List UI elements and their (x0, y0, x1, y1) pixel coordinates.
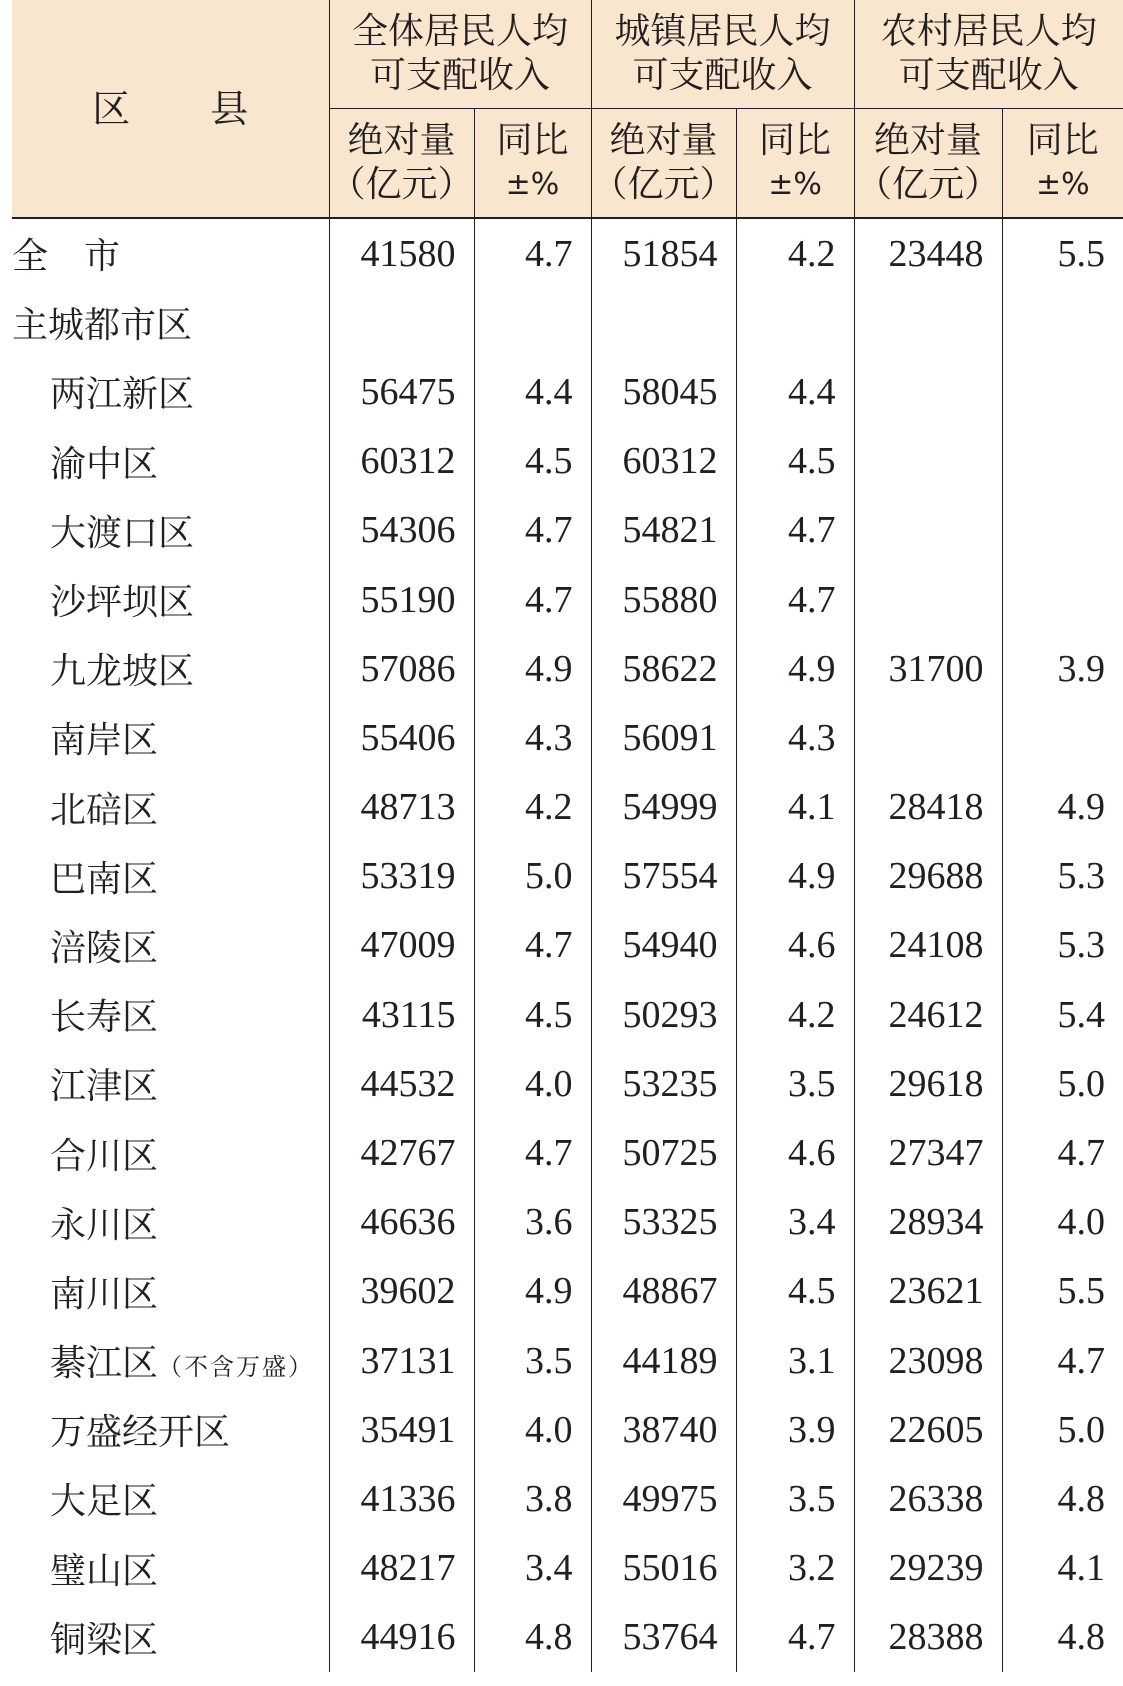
all-yoy-cell: 3.4 (474, 1534, 591, 1603)
all-residents-header (329, 0, 591, 109)
urban-abs-cell: 54940 (591, 911, 736, 980)
district-name-cell (12, 1603, 329, 1672)
urban-abs-cell: 44189 (591, 1326, 736, 1395)
rural-residents-header-line1: 农村居民人均 (880, 11, 1097, 52)
income-table (12, 0, 1123, 1672)
urban-abs-header (591, 109, 736, 219)
unit-label: （亿元） (329, 164, 474, 205)
district-name-cell (12, 1326, 329, 1395)
urban-yoy-header (736, 109, 854, 219)
urban-yoy-cell: 4.2 (736, 218, 854, 288)
table-row (12, 634, 1123, 703)
district-name-cell (12, 357, 329, 426)
table-row (12, 1464, 1123, 1533)
district-name: 涪陵区 (50, 927, 159, 969)
all-abs-cell: 41336 (329, 1464, 474, 1533)
rural-yoy-cell: 3.9 (1002, 634, 1123, 703)
all-abs-cell: 56475 (329, 357, 474, 426)
all-yoy-cell: 4.0 (474, 1395, 591, 1464)
table-row (12, 1118, 1123, 1187)
rural-yoy-cell (1002, 427, 1123, 496)
all-yoy-cell: 4.7 (474, 1118, 591, 1187)
district-name: 万盛经开区 (50, 1412, 231, 1454)
table-row (12, 1326, 1123, 1395)
rural-yoy-cell: 5.5 (1002, 218, 1123, 288)
district-name: 南岸区 (50, 720, 159, 762)
rural-residents-header-line2: 可支配收入 (898, 55, 1079, 96)
district-name-cell (12, 496, 329, 565)
table-row (12, 288, 1123, 357)
district-name-cell (12, 911, 329, 980)
urban-yoy-cell: 4.9 (736, 634, 854, 703)
table-row (12, 218, 1123, 288)
rural-abs-cell: 27347 (854, 1118, 1002, 1187)
all-yoy-cell: 4.5 (474, 427, 591, 496)
rural-abs-cell (854, 496, 1002, 565)
urban-abs-cell: 53235 (591, 1049, 736, 1118)
rural-abs-cell: 23448 (854, 218, 1002, 288)
all-yoy-cell: 4.7 (474, 218, 591, 288)
district-name: 巴南区 (50, 858, 159, 900)
rural-yoy-cell: 5.4 (1002, 980, 1123, 1049)
urban-yoy-cell: 3.4 (736, 1188, 854, 1257)
rural-abs-cell: 28388 (854, 1603, 1002, 1672)
unit-label: （亿元） (856, 164, 1001, 205)
all-abs-cell: 54306 (329, 496, 474, 565)
rural-yoy-cell: 5.3 (1002, 911, 1123, 980)
rural-abs-cell: 28418 (854, 773, 1002, 842)
urban-yoy-cell: 4.2 (736, 980, 854, 1049)
rural-yoy-cell: 5.5 (1002, 1257, 1123, 1326)
table-row (12, 773, 1123, 842)
all-yoy-cell: 3.8 (474, 1464, 591, 1533)
table-row (12, 1395, 1123, 1464)
urban-yoy-cell: 4.1 (736, 773, 854, 842)
rural-yoy-cell: 5.0 (1002, 1395, 1123, 1464)
district-name: 沙坪坝区 (50, 582, 195, 624)
district-name: 永川区 (50, 1204, 159, 1246)
urban-yoy-cell: 3.1 (736, 1326, 854, 1395)
rural-residents-header (854, 0, 1123, 109)
all-abs-cell: 39602 (329, 1257, 474, 1326)
rural-yoy-cell (1002, 703, 1123, 772)
district-name: 大足区 (50, 1481, 159, 1523)
yoy-unit-label: ±% (1035, 167, 1090, 202)
urban-residents-header-line1: 城镇居民人均 (614, 11, 831, 52)
all-abs-cell: 55190 (329, 565, 474, 634)
rural-yoy-cell: 4.1 (1002, 1534, 1123, 1603)
district-name-cell (12, 703, 329, 772)
all-yoy-cell: 4.4 (474, 357, 591, 426)
all-yoy-cell: 4.2 (474, 773, 591, 842)
district-name-cell (12, 565, 329, 634)
district-name-cell (12, 1534, 329, 1603)
district-name-cell (12, 218, 329, 288)
urban-abs-cell: 49975 (591, 1464, 736, 1533)
rural-abs-cell: 24612 (854, 980, 1002, 1049)
rural-abs-cell: 26338 (854, 1464, 1002, 1533)
all-yoy-cell: 4.7 (474, 911, 591, 980)
district-header: 区 县 (12, 0, 329, 218)
urban-yoy-cell: 4.7 (736, 565, 854, 634)
urban-abs-cell: 58045 (591, 357, 736, 426)
all-residents-header-line1: 全体居民人均 (352, 11, 569, 52)
all-abs-cell: 57086 (329, 634, 474, 703)
district-name: 南川区 (50, 1273, 159, 1315)
urban-yoy-cell: 4.7 (736, 1603, 854, 1672)
rural-abs-cell (854, 357, 1002, 426)
yoy-unit-label: ±% (505, 167, 560, 202)
district-name-cell (12, 1188, 329, 1257)
table-row (12, 1188, 1123, 1257)
urban-abs-cell: 53325 (591, 1188, 736, 1257)
all-abs-cell: 44916 (329, 1603, 474, 1672)
all-yoy-cell: 4.0 (474, 1049, 591, 1118)
all-yoy-cell: 4.9 (474, 634, 591, 703)
urban-yoy-cell: 4.6 (736, 1118, 854, 1187)
table-header (12, 0, 1123, 218)
urban-abs-cell: 38740 (591, 1395, 736, 1464)
yoy-label: 同比 (1026, 120, 1099, 161)
table-row (12, 427, 1123, 496)
district-name-cell (12, 1464, 329, 1533)
district-name: 主城都市区 (12, 305, 193, 347)
table-row (12, 1603, 1123, 1672)
all-abs-cell: 42767 (329, 1118, 474, 1187)
urban-abs-cell: 54999 (591, 773, 736, 842)
district-name-cell (12, 1118, 329, 1187)
table-row (12, 842, 1123, 911)
urban-yoy-cell: 4.4 (736, 357, 854, 426)
urban-yoy-cell: 3.5 (736, 1049, 854, 1118)
urban-abs-cell: 57554 (591, 842, 736, 911)
rural-abs-cell: 29688 (854, 842, 1002, 911)
urban-yoy-cell: 4.5 (736, 427, 854, 496)
all-abs-cell: 41580 (329, 218, 474, 288)
table-row (12, 911, 1123, 980)
rural-abs-cell (854, 288, 1002, 357)
urban-abs-cell: 58622 (591, 634, 736, 703)
all-abs-cell: 47009 (329, 911, 474, 980)
urban-abs-cell: 51854 (591, 218, 736, 288)
urban-residents-header-line2: 可支配收入 (632, 55, 813, 96)
urban-abs-cell: 56091 (591, 703, 736, 772)
all-abs-cell: 55406 (329, 703, 474, 772)
table-row (12, 703, 1123, 772)
district-name-cell (12, 842, 329, 911)
rural-yoy-cell: 5.3 (1002, 842, 1123, 911)
district-name: 铜梁区 (50, 1619, 159, 1661)
district-name: 北碚区 (50, 789, 159, 831)
urban-yoy-cell: 4.9 (736, 842, 854, 911)
abs-label: 绝对量 (874, 120, 983, 161)
all-yoy-cell: 5.0 (474, 842, 591, 911)
rural-abs-cell (854, 427, 1002, 496)
rural-abs-cell (854, 565, 1002, 634)
all-yoy-cell: 4.7 (474, 496, 591, 565)
all-abs-cell: 48217 (329, 1534, 474, 1603)
all-abs-header (329, 109, 474, 219)
all-yoy-cell: 3.6 (474, 1188, 591, 1257)
district-name: 两江新区 (50, 374, 195, 416)
all-abs-cell: 37131 (329, 1326, 474, 1395)
rural-abs-cell: 23098 (854, 1326, 1002, 1395)
all-abs-cell (329, 288, 474, 357)
district-name: 璧山区 (50, 1550, 159, 1592)
all-yoy-cell: 4.9 (474, 1257, 591, 1326)
all-yoy-cell (474, 288, 591, 357)
urban-abs-cell: 55880 (591, 565, 736, 634)
all-yoy-cell: 4.3 (474, 703, 591, 772)
table-body (12, 218, 1123, 1672)
urban-yoy-cell: 4.3 (736, 703, 854, 772)
urban-yoy-cell: 3.5 (736, 1464, 854, 1533)
district-name: 合川区 (50, 1135, 159, 1177)
urban-abs-cell: 48867 (591, 1257, 736, 1326)
all-abs-cell: 60312 (329, 427, 474, 496)
rural-yoy-header (1002, 109, 1123, 219)
all-yoy-cell: 4.8 (474, 1603, 591, 1672)
all-yoy-cell: 4.7 (474, 565, 591, 634)
district-name: 江津区 (50, 1066, 159, 1108)
district-name-cell (12, 773, 329, 842)
urban-abs-cell: 60312 (591, 427, 736, 496)
table-row (12, 357, 1123, 426)
urban-abs-cell: 54821 (591, 496, 736, 565)
all-yoy-cell: 3.5 (474, 1326, 591, 1395)
rural-abs-cell: 24108 (854, 911, 1002, 980)
rural-abs-cell (854, 703, 1002, 772)
district-name-cell (12, 1257, 329, 1326)
all-residents-header-line2: 可支配收入 (370, 55, 551, 96)
abs-label: 绝对量 (609, 120, 718, 161)
rural-yoy-cell: 4.0 (1002, 1188, 1123, 1257)
urban-abs-cell: 50293 (591, 980, 736, 1049)
rural-yoy-cell (1002, 357, 1123, 426)
urban-abs-cell (591, 288, 736, 357)
district-name-cell (12, 1049, 329, 1118)
table-row (12, 980, 1123, 1049)
rural-abs-cell: 29239 (854, 1534, 1002, 1603)
rural-yoy-cell: 4.8 (1002, 1603, 1123, 1672)
district-name: 全 市 (12, 236, 121, 278)
all-abs-cell: 46636 (329, 1188, 474, 1257)
district-note: （不含万盛） (158, 1353, 315, 1382)
rural-abs-cell: 28934 (854, 1188, 1002, 1257)
urban-abs-cell: 50725 (591, 1118, 736, 1187)
district-name: 大渡口区 (50, 512, 195, 554)
rural-abs-cell: 31700 (854, 634, 1002, 703)
table-row (12, 1257, 1123, 1326)
urban-yoy-cell (736, 288, 854, 357)
urban-yoy-cell: 4.6 (736, 911, 854, 980)
rural-yoy-cell: 5.0 (1002, 1049, 1123, 1118)
rural-yoy-cell (1002, 288, 1123, 357)
all-yoy-cell: 4.5 (474, 980, 591, 1049)
district-name-cell (12, 288, 329, 357)
unit-label: （亿元） (591, 164, 736, 205)
rural-yoy-cell: 4.8 (1002, 1464, 1123, 1533)
table-row (12, 1534, 1123, 1603)
district-name: 綦江区 (50, 1343, 159, 1385)
urban-yoy-cell: 4.5 (736, 1257, 854, 1326)
yoy-label: 同比 (759, 120, 832, 161)
district-name-cell (12, 1395, 329, 1464)
district-name-cell (12, 634, 329, 703)
urban-residents-header (591, 0, 854, 109)
abs-label: 绝对量 (347, 120, 456, 161)
table-row (12, 496, 1123, 565)
table-row (12, 1049, 1123, 1118)
rural-yoy-cell: 4.7 (1002, 1118, 1123, 1187)
rural-abs-cell: 29618 (854, 1049, 1002, 1118)
rural-abs-cell: 22605 (854, 1395, 1002, 1464)
district-name: 长寿区 (50, 997, 159, 1039)
yoy-label: 同比 (496, 120, 569, 161)
district-name-cell (12, 427, 329, 496)
urban-yoy-cell: 3.9 (736, 1395, 854, 1464)
district-name-cell (12, 980, 329, 1049)
rural-yoy-cell (1002, 496, 1123, 565)
all-abs-cell: 35491 (329, 1395, 474, 1464)
urban-abs-cell: 55016 (591, 1534, 736, 1603)
urban-abs-cell: 53764 (591, 1603, 736, 1672)
district-name: 九龙坡区 (50, 651, 195, 693)
all-abs-cell: 44532 (329, 1049, 474, 1118)
rural-yoy-cell (1002, 565, 1123, 634)
all-abs-cell: 48713 (329, 773, 474, 842)
urban-yoy-cell: 4.7 (736, 496, 854, 565)
rural-yoy-cell: 4.7 (1002, 1326, 1123, 1395)
rural-abs-header (854, 109, 1002, 219)
district-name: 渝中区 (50, 443, 159, 485)
all-abs-cell: 43115 (329, 980, 474, 1049)
rural-yoy-cell: 4.9 (1002, 773, 1123, 842)
all-abs-cell: 53319 (329, 842, 474, 911)
all-yoy-header (474, 109, 591, 219)
rural-abs-cell: 23621 (854, 1257, 1002, 1326)
table-row (12, 565, 1123, 634)
yoy-unit-label: ±% (768, 167, 822, 202)
urban-yoy-cell: 3.2 (736, 1534, 854, 1603)
